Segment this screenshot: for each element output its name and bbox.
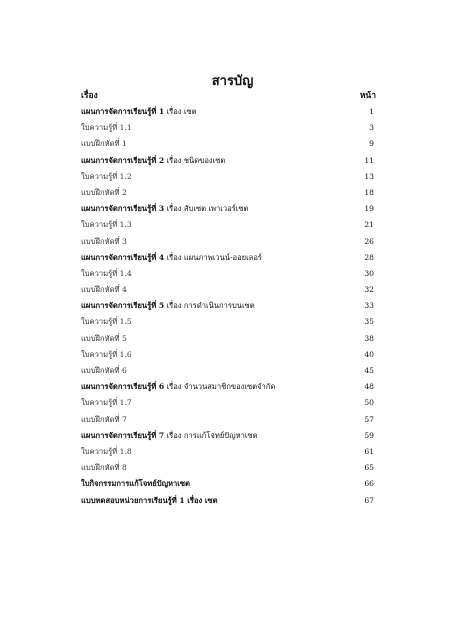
- toc-entry: [81, 460, 374, 476]
- toc-entry-text: แบบฝึกหัดที่ 7: [81, 414, 127, 424]
- toc-entry-label: [81, 493, 218, 509]
- toc-entry-text: เรื่อง เซต: [164, 107, 197, 116]
- toc-entry-label: [81, 201, 249, 217]
- toc-entry-page-number: 57: [364, 414, 374, 424]
- toc-entry-label: [81, 250, 262, 266]
- toc-entry-label: [81, 460, 127, 476]
- toc-entry-page-number: 21: [364, 220, 374, 230]
- toc-entry-text: เรื่อง การดำเนินการบนเซต: [164, 301, 255, 311]
- toc-entry-label: [81, 136, 127, 152]
- toc-entry-page-number: 59: [364, 430, 374, 440]
- toc-entry-label: [81, 266, 132, 282]
- toc-entry-label: [81, 395, 132, 411]
- toc-entry-label: [81, 476, 190, 492]
- toc-entry-page-number: 61: [364, 446, 374, 456]
- page-title: สารบัญ: [211, 74, 254, 89]
- toc-entry-bold-text: แผนการจัดการเรียนรู้ที่ 6: [81, 382, 165, 392]
- toc-entry-text: ใบความรู้ที่ 1.2: [81, 171, 132, 181]
- toc-entry-page-number: 3: [369, 123, 374, 133]
- toc-entry-page-number: 26: [364, 236, 374, 246]
- toc-entry-text: เรื่อง แผนภาพเวนน์-ออยเลอร์: [164, 252, 262, 262]
- toc-entry: [81, 201, 374, 217]
- toc-entry-text: ใบความรู้ที่ 1.8: [81, 446, 132, 456]
- toc-entry-page-number: 30: [364, 268, 374, 278]
- toc-entry-bold-text: แผนการจัดการเรียนรู้ที่ 3: [81, 204, 165, 214]
- toc-entry-page-number: 38: [364, 333, 374, 343]
- toc-entry-label: [81, 104, 197, 120]
- toc-entry: [81, 379, 374, 395]
- toc-entry: [81, 169, 374, 185]
- toc-entry-label: [81, 234, 127, 250]
- toc-entry-bold-text: แผนการจัดการเรียนรู้ที่ 4: [81, 252, 165, 262]
- toc-entry: [81, 314, 374, 330]
- toc-header-topic: เรื่อง: [81, 91, 98, 101]
- toc-entry-label: [81, 169, 132, 185]
- toc-entry-label: [81, 363, 127, 379]
- toc-entry: [81, 120, 374, 136]
- toc-entry-text: เรื่อง การแก้โจทย์ปัญหาเซต: [164, 430, 258, 440]
- toc-entry-page-number: 35: [364, 317, 374, 327]
- toc-entry: [81, 234, 374, 250]
- toc-entry-label: [81, 314, 132, 330]
- toc-entry-bold-text: แบบทดสอบหน่วยการเรียนรู้ที่ 1 เรื่อง เซต: [81, 495, 218, 505]
- toc-header: [81, 88, 376, 102]
- toc-entry: [81, 395, 374, 411]
- toc-entry-page-number: 1: [369, 107, 374, 116]
- toc-entry-bold-text: ใบกิจกรรมการแก้โจทย์ปัญหาเซต: [81, 479, 190, 489]
- toc-entry-bold-text: แผนการจัดการเรียนรู้ที่ 1: [81, 107, 165, 116]
- toc-entry-text: ใบความรู้ที่ 1.7: [81, 398, 132, 408]
- toc-entry-text: แบบฝึกหัดที่ 4: [81, 285, 127, 295]
- toc-entry-page-number: 33: [364, 301, 374, 311]
- toc-entry-page-number: 13: [364, 171, 374, 181]
- toc-entry-label: [81, 217, 132, 233]
- toc-entry: [81, 428, 374, 444]
- toc-entry-label: [81, 412, 127, 428]
- table-of-contents: [81, 104, 374, 509]
- toc-entry: [81, 185, 374, 201]
- toc-entry-page-number: 50: [364, 398, 374, 408]
- toc-entry: [81, 347, 374, 363]
- toc-entry-text: แบบฝึกหัดที่ 3: [81, 236, 127, 246]
- toc-entry: [81, 298, 374, 314]
- toc-entry-page-number: 48: [364, 382, 374, 392]
- toc-header-page: หน้า: [359, 91, 376, 101]
- toc-entry-page-number: 19: [364, 204, 374, 214]
- toc-entry-text: แบบฝึกหัดที่ 2: [81, 187, 127, 197]
- toc-entry-bold-text: แผนการจัดการเรียนรู้ที่ 7: [81, 430, 165, 440]
- toc-entry-text: แบบฝึกหัดที่ 6: [81, 366, 127, 375]
- toc-entry-label: [81, 282, 127, 298]
- toc-entry-page-number: 11: [364, 155, 374, 165]
- toc-entry-label: [81, 444, 132, 460]
- toc-entry: [81, 250, 374, 266]
- toc-entry-text: แบบฝึกหัดที่ 5: [81, 333, 127, 343]
- toc-entry-page-number: 45: [364, 366, 374, 375]
- toc-entry: [81, 412, 374, 428]
- toc-entry-text: เรื่อง สับเซต เพาเวอร์เซต: [164, 204, 249, 214]
- toc-entry: [81, 493, 374, 509]
- toc-entry: [81, 476, 374, 492]
- toc-entry-text: ใบความรู้ที่ 1.4: [81, 268, 132, 278]
- toc-entry-page-number: 18: [364, 187, 374, 197]
- toc-entry-page-number: 32: [364, 285, 374, 295]
- toc-entry-page-number: 28: [364, 252, 374, 262]
- toc-entry: [81, 331, 374, 347]
- toc-entry-text: ใบความรู้ที่ 1.1: [81, 123, 132, 133]
- toc-entry-text: เรื่อง ชนิดของเซต: [164, 155, 226, 165]
- toc-entry: [81, 444, 374, 460]
- toc-entry-label: [81, 153, 225, 169]
- toc-entry: [81, 104, 374, 120]
- toc-entry-label: [81, 347, 132, 363]
- toc-entry-label: [81, 298, 255, 314]
- toc-entry-text: ใบความรู้ที่ 1.6: [81, 349, 132, 359]
- toc-entry-text: แบบฝึกหัดที่ 1: [81, 139, 127, 149]
- toc-entry: [81, 363, 374, 379]
- toc-entry-label: [81, 185, 127, 201]
- toc-entry-bold-text: แผนการจัดการเรียนรู้ที่ 5: [81, 301, 165, 311]
- toc-entry-page-number: 40: [364, 349, 374, 359]
- toc-entry-text: ใบความรู้ที่ 1.3: [81, 220, 132, 230]
- toc-entry-text: เรื่อง จำนวนสมาชิกของเซตจำกัด: [164, 382, 276, 392]
- toc-entry: [81, 282, 374, 298]
- toc-entry-page-number: 65: [364, 463, 374, 473]
- toc-entry-page-number: 66: [364, 479, 374, 489]
- toc-entry-text: แบบฝึกหัดที่ 8: [81, 463, 127, 473]
- toc-entry-page-number: 9: [369, 139, 374, 149]
- toc-entry-label: [81, 331, 127, 347]
- toc-entry-label: [81, 379, 275, 395]
- toc-entry-text: ใบความรู้ที่ 1.5: [81, 317, 132, 327]
- toc-entry: [81, 217, 374, 233]
- toc-entry-page-number: 67: [364, 495, 374, 505]
- toc-entry-bold-text: แผนการจัดการเรียนรู้ที่ 2: [81, 155, 165, 165]
- toc-entry: [81, 153, 374, 169]
- toc-entry-label: [81, 120, 132, 136]
- toc-entry: [81, 266, 374, 282]
- toc-entry-label: [81, 428, 258, 444]
- toc-entry: [81, 136, 374, 152]
